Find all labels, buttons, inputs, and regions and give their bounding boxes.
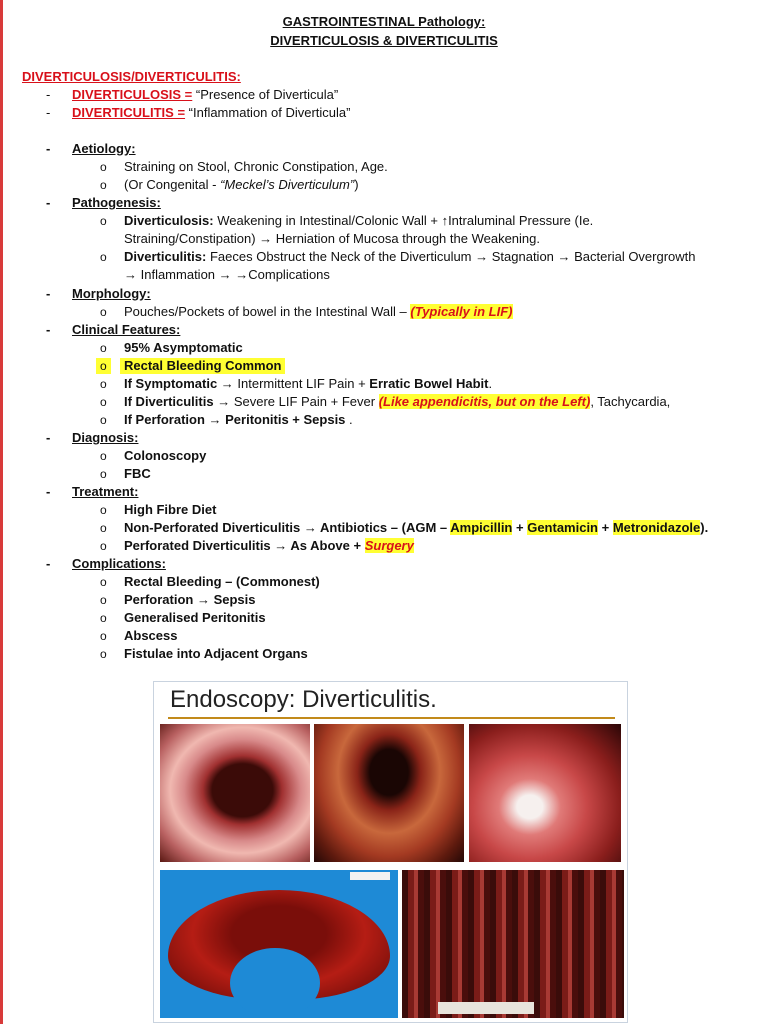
dash-marker: - <box>46 484 51 499</box>
morphology-heading: Morphology: <box>72 286 151 301</box>
scale-ruler <box>350 872 390 880</box>
bullet-marker: o <box>100 503 107 517</box>
clinical-highlight: Rectal Bleeding Common <box>120 358 285 374</box>
diagnosis-text: FBC <box>124 466 151 481</box>
bullet-marker: o <box>96 358 111 374</box>
bullet-marker: o <box>100 160 107 174</box>
pathogenesis-continuation: → Inflammation → →Complications <box>124 267 330 282</box>
complications-item <box>0 592 768 608</box>
pathogenesis-continuation: Straining/Constipation) → Herniation of Mucosa through the Weakening. <box>124 231 540 246</box>
dash-marker: - <box>46 556 51 571</box>
figure-title: Endoscopy: Diverticulitis. <box>170 686 437 713</box>
section-heading: DIVERTICULOSIS/DIVERTICULITIS: <box>22 69 241 84</box>
treatment-text: + <box>598 520 613 535</box>
bullet-marker: o <box>100 449 107 463</box>
dash-marker: - <box>46 430 51 445</box>
clinical-item <box>0 412 768 428</box>
aetiology-text: ) <box>354 177 359 192</box>
clinical-text: . <box>488 376 493 391</box>
definition-term: DIVERTICULITIS = <box>72 105 186 120</box>
treatment-item <box>0 502 768 518</box>
pathogenesis-heading-row <box>0 195 768 211</box>
bullet-marker: o <box>100 593 107 607</box>
clinical-item <box>0 394 768 410</box>
page-title-line-1: GASTROINTESTINAL Pathology: <box>282 14 486 29</box>
diagnosis-heading: Diagnosis: <box>72 430 139 445</box>
pathogenesis-heading: Pathogenesis: <box>72 195 161 210</box>
treatment-text: ). <box>700 520 709 535</box>
clinical-heading: Clinical Features: <box>72 322 181 337</box>
morphology-item <box>0 304 768 320</box>
bullet-marker: o <box>100 575 107 589</box>
definition-text: “Inflammation of Diverticula” <box>185 105 351 120</box>
clinical-term: If Symptomatic <box>124 376 218 391</box>
dash-marker: - <box>46 87 51 102</box>
clinical-term: If Diverticulitis → <box>124 394 231 409</box>
treatment-text: + <box>512 520 528 535</box>
bullet-marker: o <box>100 377 107 391</box>
aetiology-italic: “Meckel’s Diverticulum” <box>220 177 355 192</box>
endoscopy-photo-3 <box>469 724 621 862</box>
complications-text: Abscess <box>124 628 178 643</box>
definition-text: “Presence of Diverticula” <box>192 87 339 102</box>
pathogenesis-term: Diverticulosis: <box>124 213 214 228</box>
bullet-marker: o <box>100 467 107 481</box>
clinical-text: → Intermittent LIF Pain + <box>217 376 370 391</box>
bullet-marker: o <box>100 214 107 228</box>
endoscopy-figure <box>153 681 628 1023</box>
clinical-text: 95% Asymptomatic <box>124 340 243 355</box>
diagnosis-item <box>0 466 768 482</box>
endoscopy-photo-2 <box>314 724 464 862</box>
clinical-text: , Tachycardia, <box>590 394 671 409</box>
clinical-heading-row <box>0 322 768 338</box>
resected-colon-photo <box>160 870 398 1018</box>
definition-diverticulosis <box>0 87 768 103</box>
dash-marker: - <box>46 141 51 156</box>
drug-gentamicin: Gentamicin <box>527 520 598 535</box>
diagnosis-heading-row <box>0 430 768 446</box>
complications-item <box>0 646 768 662</box>
treatment-item <box>0 538 768 554</box>
bullet-marker: o <box>100 629 107 643</box>
bullet-marker: o <box>100 539 107 553</box>
aetiology-item <box>0 177 768 193</box>
dash-marker: - <box>46 286 51 301</box>
bullet-marker: o <box>100 305 107 319</box>
pathogenesis-item <box>0 213 768 229</box>
treatment-highlight: Surgery <box>364 538 414 553</box>
complications-text: Generalised Peritonitis <box>124 610 266 625</box>
complications-item <box>0 610 768 626</box>
aetiology-heading: Aetiology: <box>72 141 136 156</box>
treatment-text: High Fibre Diet <box>124 502 217 517</box>
clinical-term: If Perforation → Peritonitis + Sepsis <box>124 412 346 427</box>
pathogenesis-text: Weakening in Intestinal/Colonic Wall + ↑Intraluminal Pressure (Ie. <box>213 213 594 228</box>
complications-text: Fistulae into Adjacent Organs <box>124 646 308 661</box>
complications-item <box>0 574 768 590</box>
complications-text: Perforation → Sepsis <box>124 592 256 607</box>
bullet-marker: o <box>100 178 107 192</box>
complications-text: Rectal Bleeding – (Commonest) <box>124 574 320 589</box>
bullet-marker: o <box>100 647 107 661</box>
complications-item <box>0 628 768 644</box>
clinical-highlight: (Like appendicitis, but on the Left) <box>378 394 591 409</box>
dash-marker: - <box>46 105 51 120</box>
definition-diverticulitis <box>0 105 768 121</box>
dash-marker: - <box>46 322 51 337</box>
page-title-line-2: DIVERTICULOSIS & DIVERTICULITIS <box>270 33 498 48</box>
clinical-term: Erratic Bowel Habit <box>369 376 489 391</box>
opened-colon-photo <box>402 870 624 1018</box>
morphology-heading-row <box>0 286 768 302</box>
bullet-marker: o <box>100 395 107 409</box>
clinical-text: Severe LIF Pain + Fever <box>230 394 379 409</box>
aetiology-heading-row <box>0 141 768 157</box>
diagnosis-text: Colonoscopy <box>124 448 207 463</box>
clinical-text: . <box>345 412 353 427</box>
definition-term: DIVERTICULOSIS = <box>72 87 193 102</box>
clinical-item <box>0 376 768 392</box>
pathogenesis-term: Diverticulitis: <box>124 249 207 264</box>
aetiology-text: (Or Congenital - <box>124 177 221 192</box>
specimen-label-tag <box>438 1002 534 1014</box>
bullet-marker: o <box>100 413 107 427</box>
bullet-marker: o <box>100 341 107 355</box>
morphology-highlight: (Typically in LIF) <box>410 304 513 319</box>
endoscopy-photo-1 <box>160 724 310 862</box>
drug-ampicillin: Ampicillin <box>450 520 513 535</box>
pathogenesis-text: Faeces Obstruct the Neck of the Diverticulum → Stagnation → Bacterial Overgrowth <box>206 249 696 264</box>
bullet-marker: o <box>100 521 107 535</box>
clinical-item <box>0 340 768 356</box>
pathogenesis-item <box>0 249 768 265</box>
specimen-inner-curve <box>230 948 320 1018</box>
complications-heading-row <box>0 556 768 572</box>
aetiology-text: Straining on Stool, Chronic Constipation, Age. <box>124 159 388 174</box>
clinical-item <box>0 358 768 374</box>
drug-metronidazole: Metronidazole <box>612 520 701 535</box>
aetiology-item <box>0 159 768 175</box>
treatment-text: Non-Perforated Diverticulitis → Antibiotics – (AGM – <box>124 520 451 535</box>
bullet-marker: o <box>100 250 107 264</box>
treatment-heading: Treatment: <box>72 484 139 499</box>
complications-heading: Complications: <box>72 556 166 571</box>
treatment-heading-row <box>0 484 768 500</box>
treatment-text: Perforated Diverticulitis → As Above + <box>124 538 365 553</box>
morphology-text: Pouches/Pockets of bowel in the Intestinal Wall – <box>124 304 411 319</box>
diagnosis-item <box>0 448 768 464</box>
bullet-marker: o <box>100 611 107 625</box>
treatment-item <box>0 520 768 536</box>
dash-marker: - <box>46 195 51 210</box>
figure-title-rule <box>168 717 615 719</box>
